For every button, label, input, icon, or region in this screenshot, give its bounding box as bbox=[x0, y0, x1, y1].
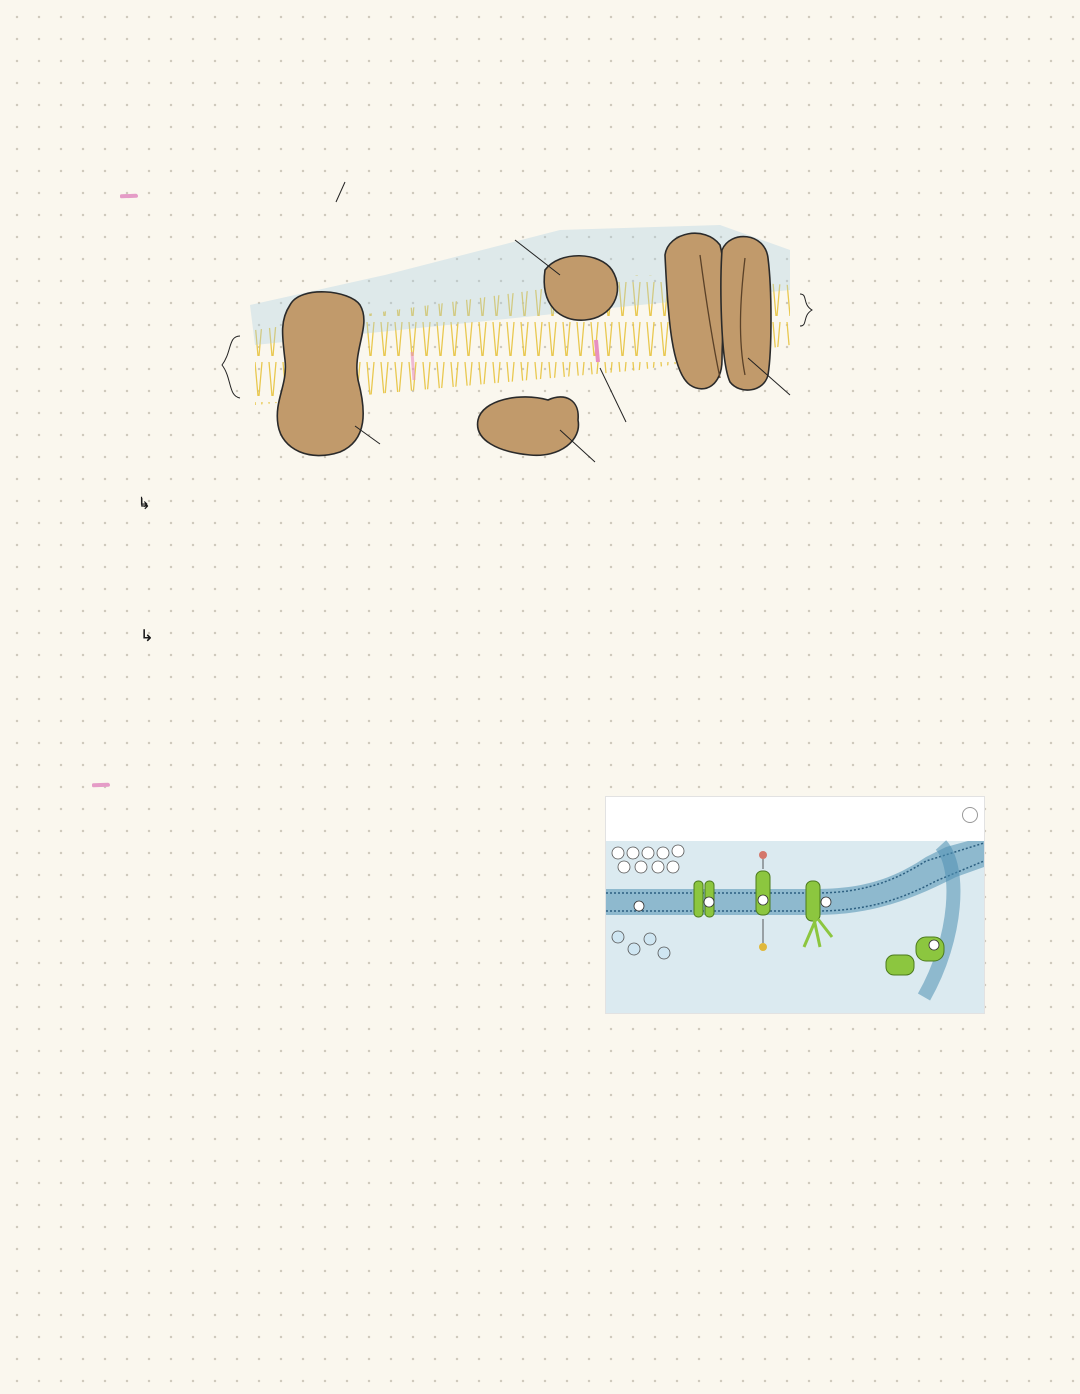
section-aufgaben bbox=[92, 772, 110, 791]
glycoprotein bbox=[478, 397, 579, 455]
kohlenhydrate-block bbox=[104, 618, 168, 626]
channel-protein bbox=[665, 233, 771, 390]
cholesterol bbox=[596, 340, 598, 362]
cholesterin-block bbox=[106, 483, 164, 495]
peripheral-protein bbox=[544, 256, 617, 320]
aufgaben-heading bbox=[92, 783, 110, 788]
functions-figure bbox=[605, 796, 985, 1014]
membrane-diagram bbox=[0, 0, 1080, 520]
figure-illustration bbox=[606, 797, 984, 1013]
integral-protein bbox=[277, 292, 364, 456]
